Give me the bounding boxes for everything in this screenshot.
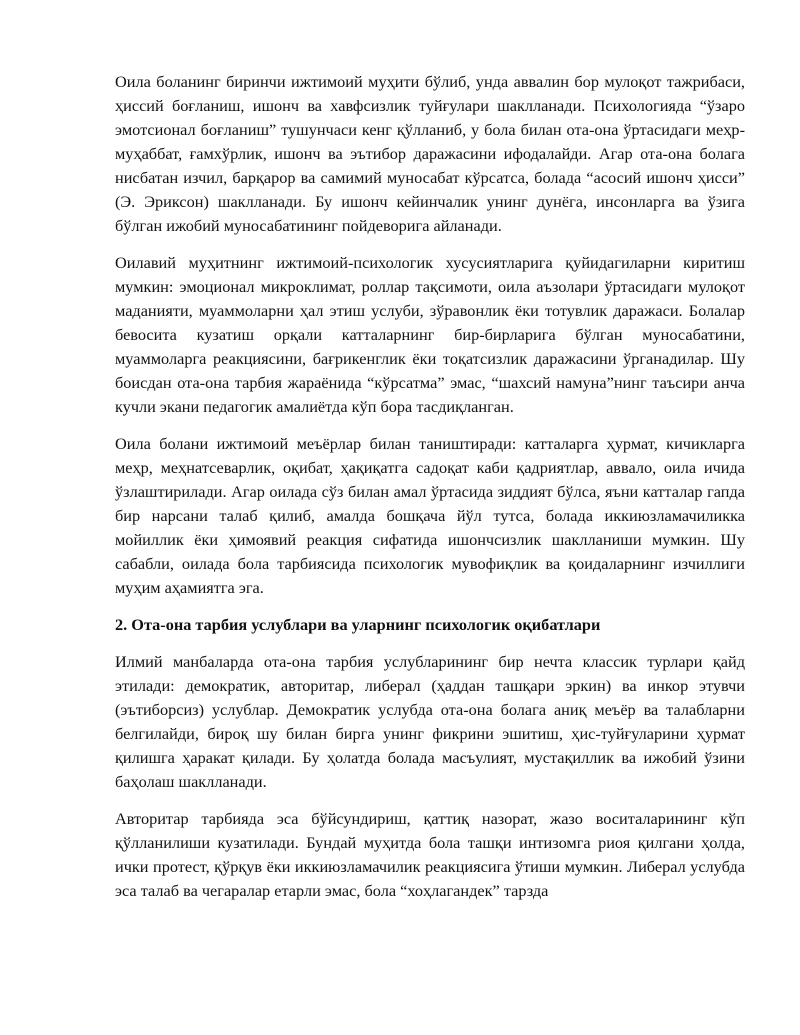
paragraph-family-psychological-features: Оилавий муҳитнинг ижтимоий-психологик хусусиятларига қуйидагиларни киритиш мумкин: эмоционал микроклимат, роллар тақсимоти, оила аъзолари ўртасидаги мулоқот маданияти, муаммоларни ҳал этиш услуби, зўравонлик ёки тотувлик даражаси. Болалар бевосита кузатиш орқали катталарнинг бир-бирларига бўлган муносабатини, муаммоларга реакциясини, бағрикенглик ёки тоқатсизлик даражасини ўрганадилар. Шу боисдан ота-она тарбия жараёнида “кўрсатма” эмас, “шахсий намуна”нинг таъсири анча кучли экани педагогик амалиётда кўп бора тасдиқланган. <box>115 253 745 416</box>
paragraph-family-social-norms: Оила болани ижтимоий меъёрлар билан таништиради: катталарга ҳурмат, кичикларга меҳр, меҳнатсеварлик, оқибат, ҳақиқатга садоқат каби қадриятлар, аввало, оила ичида ўзлаштирилади. Агар оилада сўз билан амал ўртасида зиддият бўлса, яъни катталар гапда бир нарсани талаб қилиб, амалда бошқача йўл тутса, болада иккиюзламачиликка мойиллик ёки ҳимоявий реакция сифатида ишончсизлик шаклланиши мумкин. Шу сабабли, оилада бола тарбиясида психологик мувофиқлик ва қоидаларнинг изчиллиги муҳим аҳамиятга эга. <box>115 434 745 597</box>
paragraph-family-social-environment: Оила боланинг биринчи ижтимоий муҳити бўлиб, унда аввалин бор мулоқот тажрибаси, ҳиссий боғланиш, ишонч ва хавфсизлик туйғулари шаклланади. Психологияда “ўзаро эмотсионал боғланиш” тушунчаси кенг қўлланиб, у бола билан ота-она ўртасидаги меҳр-муҳаббат, ғамхўрлик, ишонч ва эътибор даражасини ифодалайди. Агар ота-она болага нисбатан изчил, барқарор ва самимий муносабат кўрсатса, болада “асосий ишонч ҳисси” (Э. Эриксон) шаклланади. Бу ишонч кейинчалик унинг дунёга, инсонларга ва ўзига бўлган ижобий муносабатининг пойдеворига айланади. <box>115 72 745 235</box>
paragraph-authoritarian-style: Авторитар тарбияда эса бўйсундириш, қаттиқ назорат, жазо воситаларининг кўп қўлланилиши кузатилади. Бундай муҳитда бола ташқи интизомга риоя қилгани ҳолда, ички протест, қўрқув ёки иккиюзламачилик реакциясига ўтиши мумкин. Либерал услубда эса талаб ва чегаралар етарли эмас, бола “хоҳлагандек” тарзда <box>115 809 745 900</box>
paragraph-parenting-styles: Илмий манбаларда ота-она тарбия услубларининг бир нечта классик турлари қайд этилади: демократик, авторитар, либерал (ҳаддан ташқари эркин) ва инкор этувчи (эътиборсиз) услублар. Демократик услубда ота-она болага аниқ меъёр ва талабларни белгилайди, бироқ шу билан бирга унинг фикрини эшитиш, ҳис-туйғуларини ҳурмат қилишга ҳаракат қилади. Бу ҳолатда болада масъулият, мустақиллик ва ижобий ўзини баҳолаш шаклланади. <box>115 652 745 791</box>
document-page <box>115 70 745 916</box>
section-heading: 2. Ота-она тарбия услублари ва уларнинг психологик оқибатлари <box>115 615 601 634</box>
